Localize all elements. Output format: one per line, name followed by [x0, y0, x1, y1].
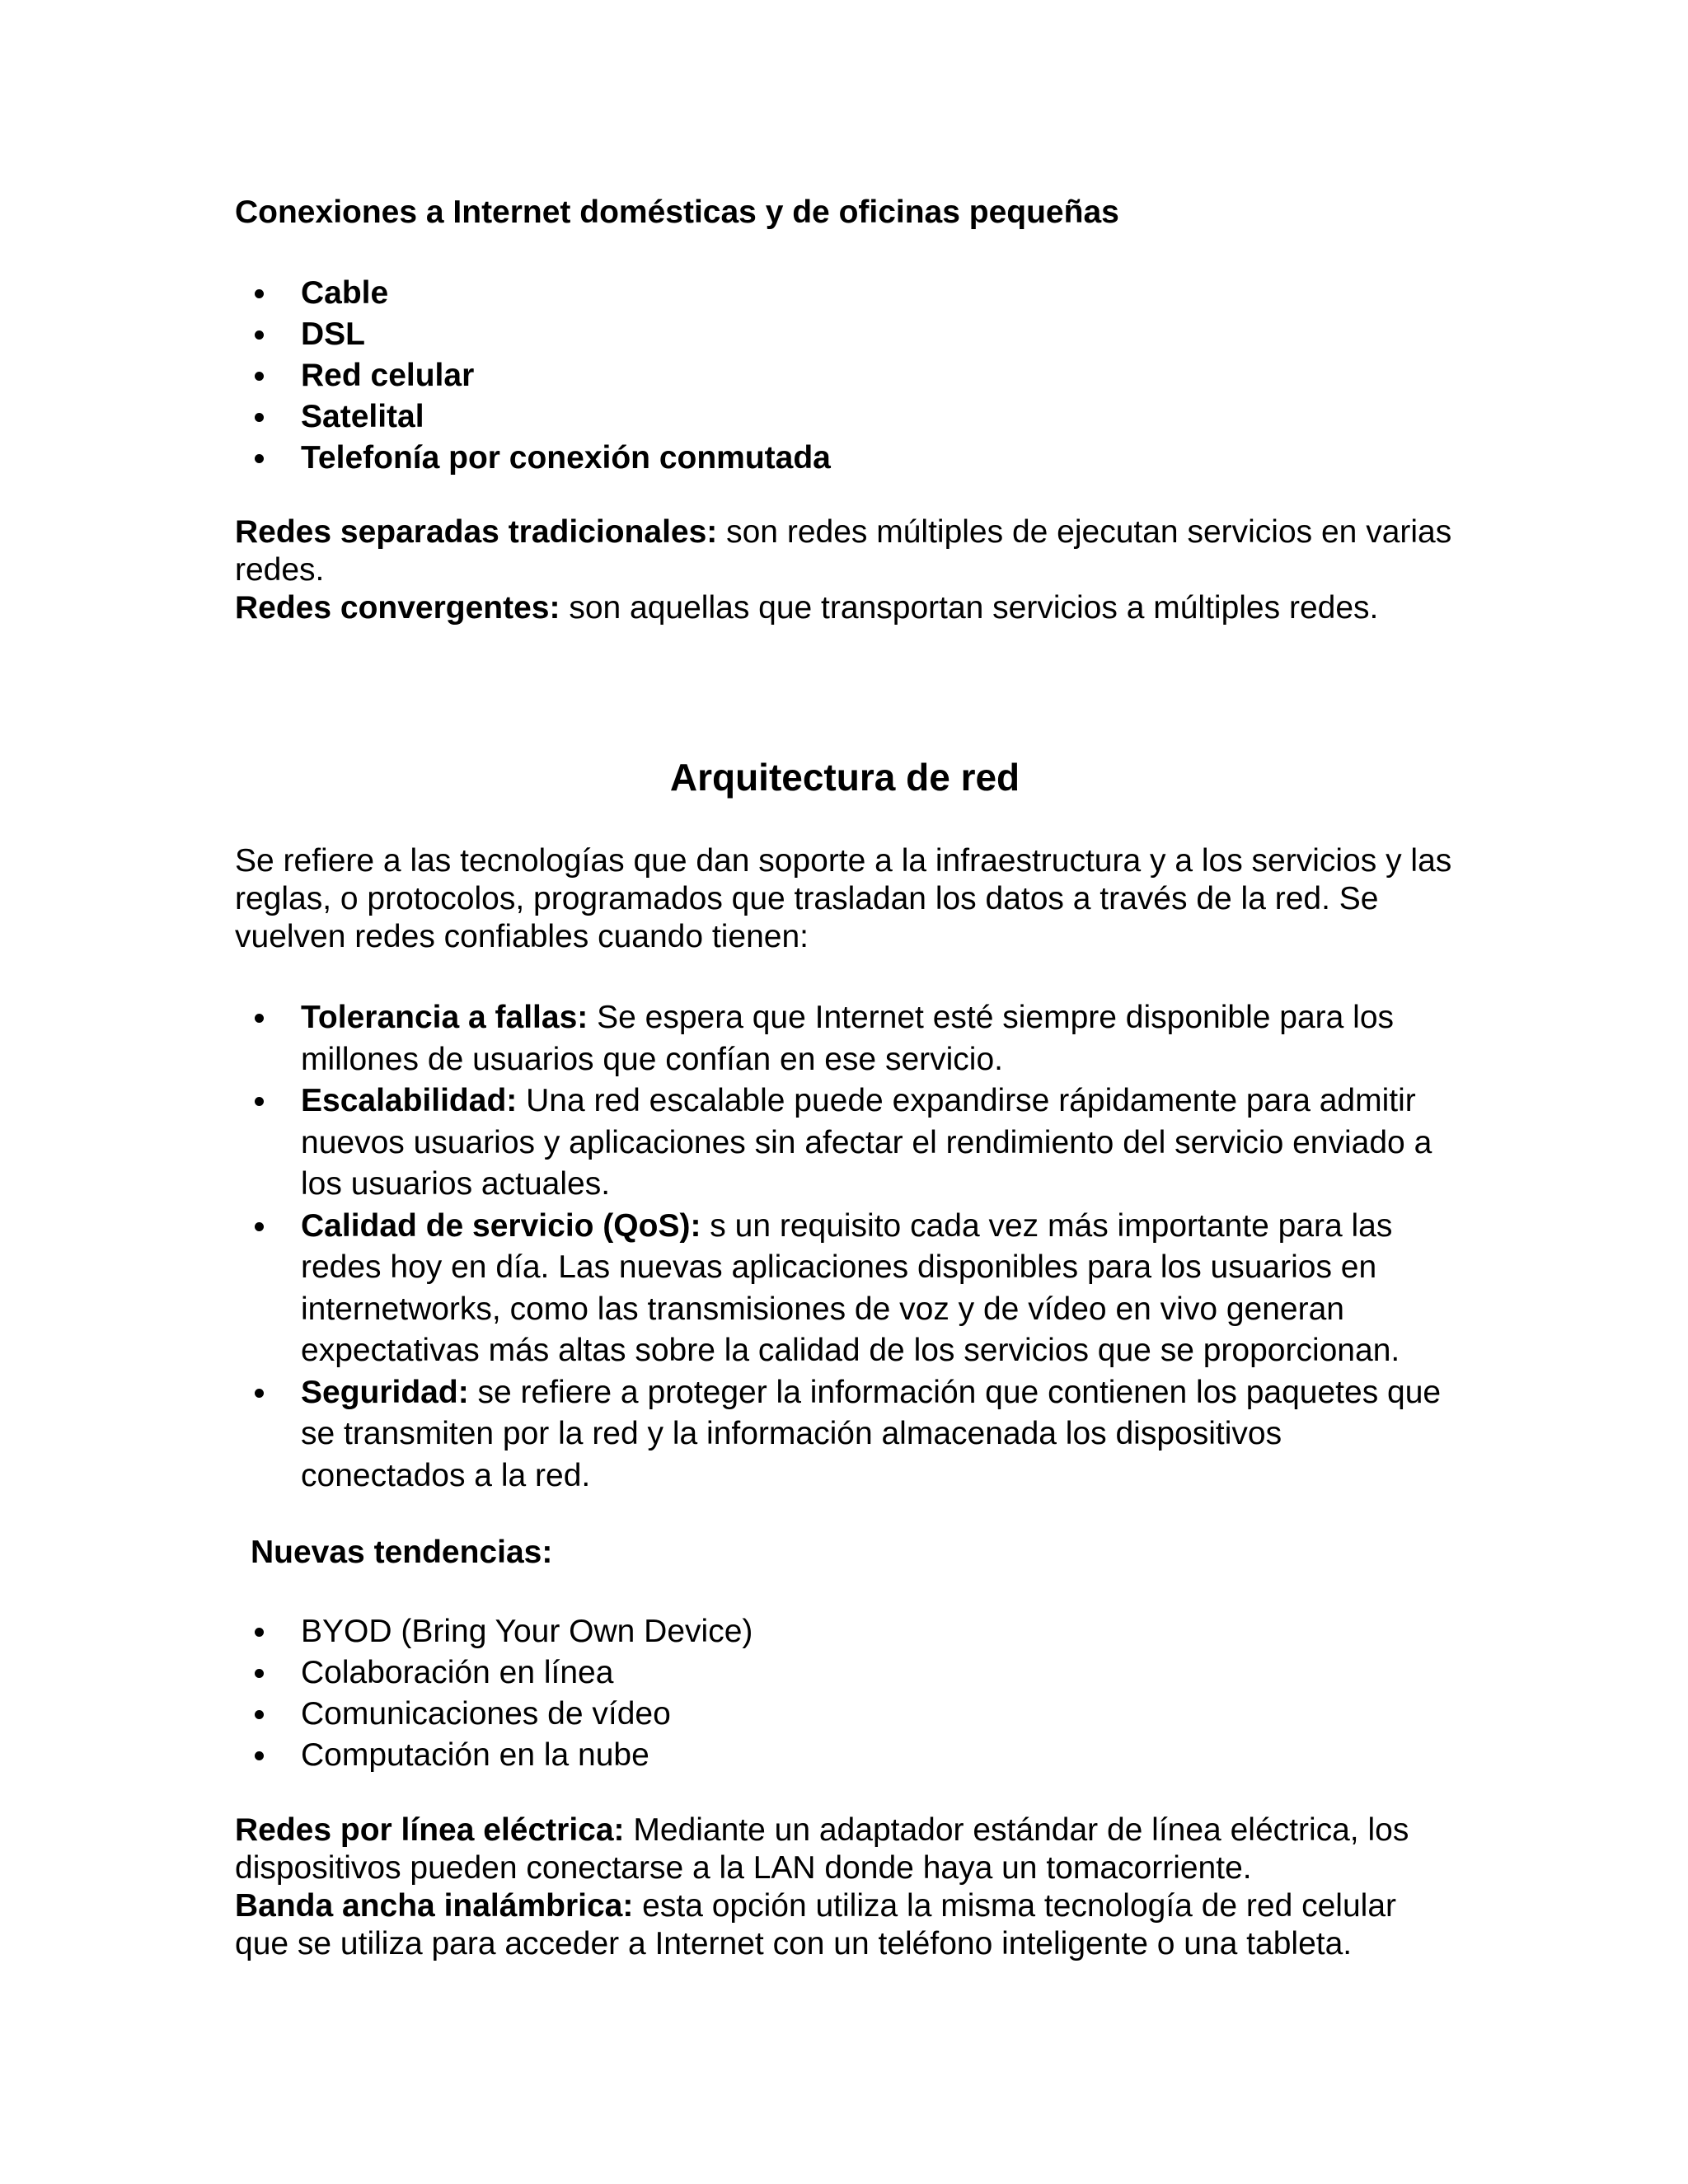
list-item: Seguridad: se refiere a proteger la información que contienen los paquetes que se transmiten por la red y la información almacenada los dispositivos conectados a la red.	[235, 1372, 1455, 1497]
redes-linea-electrica-paragraph: Redes por línea eléctrica: Mediante un adaptador estándar de línea eléctrica, los dispositivos pueden conectarse a la LAN donde haya un tomacorriente.	[235, 1812, 1409, 1886]
section-heading-tendencias: Nuevas tendencias:	[251, 1535, 553, 1570]
list-item: Tolerancia a fallas: Se espera que Internet esté siempre disponible para los millones de usuarios que confían en ese servicio.	[235, 997, 1455, 1080]
list-item: BYOD (Bring Your Own Device)	[235, 1611, 1455, 1652]
redes-convergentes-paragraph: Redes convergentes: son aquellas que transportan servicios a múltiples redes.	[235, 590, 1379, 626]
list-item: Comunicaciones de vídeo	[235, 1694, 1455, 1735]
bullet-icon	[255, 1097, 264, 1106]
arquitectura-list	[235, 997, 1455, 1497]
list-item: Colaboración en línea	[235, 1652, 1455, 1694]
bullet-icon	[255, 413, 264, 422]
bullet-icon	[255, 1751, 264, 1760]
list-item: Cable	[235, 273, 1455, 314]
bullet-icon	[255, 1222, 264, 1231]
bullet-icon	[255, 330, 264, 340]
bullet-icon	[255, 1014, 264, 1023]
bullet-icon	[255, 454, 264, 463]
list-item: Calidad de servicio (QoS): s un requisito cada vez más importante para las redes hoy en día. Las nuevas aplicaciones disponibles para los usuarios en internetworks, como las transmisiones de voz y de vídeo en vivo generan expectativas más altas sobre la calidad de los servicios que se proporcionan.	[235, 1206, 1455, 1372]
list-item: Satelital	[235, 396, 1455, 438]
arquitectura-intro-paragraph: Se refiere a las tecnologías que dan soporte a la infraestructura y a los servicios y las reglas, o protocolos, programados que trasladan los datos a través de la red. Se vuelven redes confiables cuando tienen:	[235, 843, 1452, 954]
list-item: DSL	[235, 314, 1455, 355]
list-item: Computación en la nube	[235, 1735, 1455, 1776]
bullet-icon	[255, 1710, 264, 1719]
bullet-icon	[255, 289, 264, 298]
banda-ancha-paragraph: Banda ancha inalámbrica: esta opción utiliza la misma tecnología de red celular que se utiliza para acceder a Internet con un teléfono inteligente o una tableta.	[235, 1888, 1397, 1961]
bullet-icon	[255, 1628, 264, 1637]
list-item: Telefonía por conexión conmutada	[235, 438, 1455, 479]
tendencias-list	[235, 1611, 1455, 1776]
bullet-icon	[255, 372, 264, 381]
list-item: Red celular	[235, 355, 1455, 396]
bullet-icon	[255, 1389, 264, 1398]
conexiones-list	[235, 273, 1455, 479]
page-title: Arquitectura de red	[669, 756, 1020, 799]
redes-separadas-paragraph: Redes separadas tradicionales: son redes múltiples de ejecutan servicios en varias redes.	[235, 514, 1452, 588]
section-heading-conexiones: Conexiones a Internet domésticas y de oficinas pequeñas	[235, 194, 1119, 230]
bullet-icon	[255, 1669, 264, 1678]
list-item: Escalabilidad: Una red escalable puede expandirse rápidamente para admitir nuevos usuarios y aplicaciones sin afectar el rendimiento del servicio enviado a los usuarios actuales.	[235, 1080, 1455, 1206]
